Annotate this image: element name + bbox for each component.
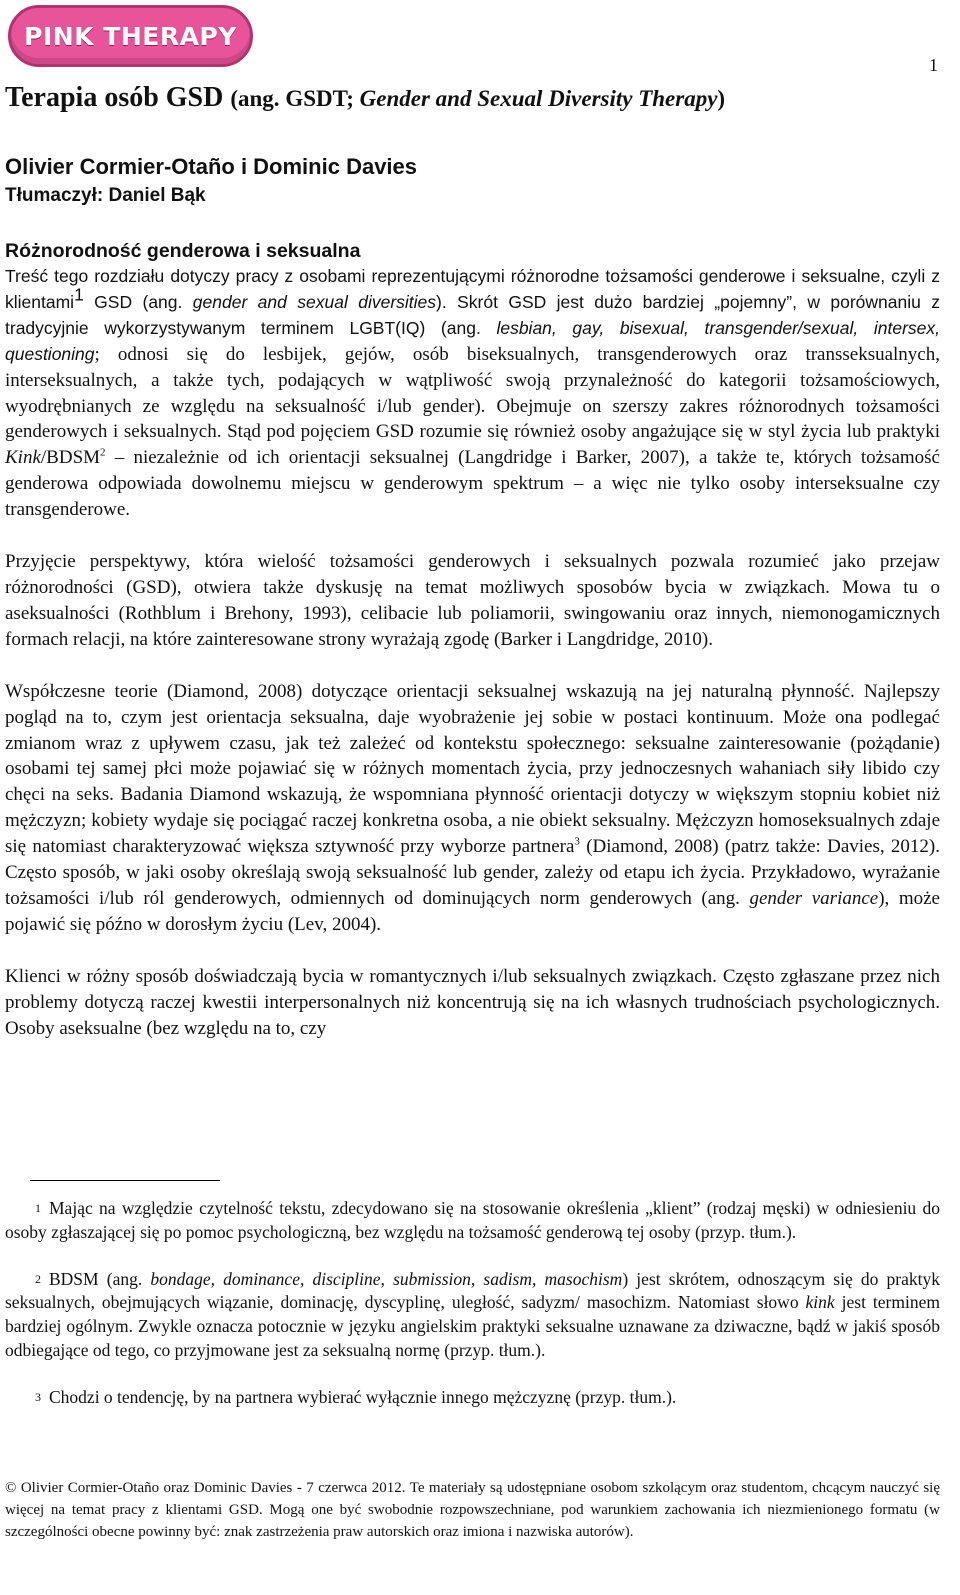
footnote-1-number: 1 [35, 1201, 41, 1215]
title-gsdt: GSDT; [285, 86, 360, 111]
footnote-divider [30, 1180, 220, 1181]
p1-text-f: ; odnosi się do lesbijek, gejów, osób biseksualnych, transgenderowych oraz transseksualnych, interseksualnych, a także tych, podających w wątpliwość swoją przynależność do kategorii tożsamościowych, wyodrębnianych ze względu na seksualność i/lub gender). Obejmuje on szerszy zakres różnorodnych tożsamości genderowych i seksualnych. Stąd pod pojęciem GSD rozumie się również osoby angażujące się w styl życia lub praktyki [5, 343, 940, 443]
page-number: 1 [929, 55, 938, 75]
footnote-2-text-e: jest terminem bardziej ogólnym. Zwykle oznacza potocznie w języku angielskim praktyki seksualne uznawane za dziwaczne, bądź w jakiś sposób odbiegające od tego, co przyjmowane jest za seksualną normę (przyp. tłum.). [5, 1292, 940, 1360]
title-ang [230, 86, 725, 111]
p1-text-d: ). Skrót GSD jest dużo bardziej „pojemny”, w porównaniu z tradycyjnie wykorzystywanym terminem LGBT(IQ) (ang. [5, 291, 940, 338]
p1-text-b: GSD (ang. [83, 291, 193, 312]
footnote-1-text: Mając na względzie czytelność tekstu, zdecydowano się na stosowanie określenia „klient” (rodzaj męski) w odniesieniu do osoby zgłaszającej się po pomoc psychologiczną, bez względu na tożsamość genderową tej osoby (przyp. tłum.). [5, 1198, 940, 1242]
footnotes [5, 1197, 940, 1410]
p1-text-g: /BDSM [40, 447, 101, 469]
footnote-2-text-b: bondage, dominance, discipline, submission, sadism, masochism [150, 1268, 623, 1289]
footnote-2-number: 2 [35, 1271, 41, 1286]
pink-therapy-logo [8, 5, 253, 67]
title-ang-prefix: (ang. [230, 86, 286, 111]
authors: Olivier Cormier-Otaño i Dominic Davies [5, 154, 418, 179]
footnote-2 [5, 1268, 940, 1363]
footnote-2-text-d: kink [805, 1292, 835, 1313]
footnote-ref-3: 3 [574, 835, 580, 848]
p1-kink: Kink [5, 447, 41, 469]
p1-text-a: Treść tego rozdziału dotyczy pracy z osobami reprezentującymi różnorodne tożsamości genderowe i seksualne, czyli z klientami [5, 266, 940, 312]
p1-text-e: lesbian, gay, bisexual, transgender/sexual, intersex, questioning [5, 317, 940, 364]
footnote-1 [5, 1197, 940, 1245]
footnote-2-text-c: ) jest skrótem, odnoszącym się do praktyk seksualnych, obejmujących wiązanie, dominację, dyscyplinę, uległość, sadyzm/ masochizm. Natomiast słowo [5, 1268, 940, 1313]
paragraph-4: Klienci w różny sposób doświadczają bycia w romantycznych i/lub seksualnych związkach. Często zgłaszane przez nich problemy dotyczą raczej kwestii interpersonalnych niż koncentrują się na ich własnych trudnościach psychologicznych. Osoby aseksualne (bez względu na to, czy [5, 965, 940, 1039]
title-close: ) [717, 86, 726, 111]
paragraph-3 [5, 679, 940, 938]
title-main: Terapia osób GSD [5, 82, 231, 113]
paragraph-2: Przyjęcie perspektywy, która wielość tożsamości genderowych i seksualnych pozwala rozumieć jako przejaw różnorodności (GSD), otwiera także dyskusję na temat możliwych sposobów bycia w związkach. Mowa tu o aseksualności (Rothblum i Brehony, 1993), celibacie lub poliamorii, swingowaniu oraz innych, niemonogamicznych formach relacji, na które zainteresowane strony wyrażają zgodę (Barker i Langdridge, 2010). [5, 551, 940, 650]
p3-text-d: ), może pojawić się późno w dorosłym życiu (Lev, 2004). [5, 887, 940, 935]
copyright-notice: © Olivier Cormier-Otaño oraz Dominic Davies - 7 czerwca 2012. Te materiały są udostępniane osobom szkolącym oraz studentom, chcącym nauczyć się więcej na temat pracy z klientami GSD. Mogą one być swobodnie rozpowszechniane, pod warunkiem zachowania ich niezmienionego formatu (w szczególności obecne powinny być: znak zastrzeżenia praw autorskich oraz imiona i nazwiska autorów). [5, 1480, 940, 1540]
p3-text-c: gender variance [749, 887, 879, 909]
page-title [5, 80, 940, 117]
main-content [5, 80, 940, 1041]
section-heading: Różnorodność genderowa i seksualna [5, 240, 361, 262]
footnote-3-text: Chodzi o tendencję, by na partnera wybierać wyłącznie innego mężczyznę (przyp. tłum.). [49, 1386, 677, 1407]
footnote-3-number: 3 [35, 1389, 41, 1404]
paragraph-1 [5, 264, 940, 523]
footnote-2-text-a: BDSM (ang. [49, 1268, 151, 1289]
footnote-ref-1: 1 [74, 284, 84, 305]
p1-text-h: – niezależnie od ich orientacji seksualnej (Langdridge i Barker, 2007), a także te, których tożsamość genderowa odpowiada dowolnemu miejscu w genderowym spektrum – a więc nie tylko osoby interseksualne czy transgenderowe. [5, 447, 940, 521]
title-full-name: Gender and Sexual Diversity Therapy [359, 86, 718, 111]
footnote-ref-2: 2 [100, 447, 106, 460]
p1-text-c: gender and sexual diversities [192, 291, 437, 312]
footnote-3 [5, 1386, 940, 1410]
p3-text-b: (Diamond, 2008) (patrz także: Davies, 2012). Często sposób, w jaki osoby określają swoją seksualność lub gender, zależy od etapu ich życia. Przykładowo, wyrażanie tożsamości i/lub ról genderowych, odmiennych od dominujących norm genderowych (ang. [5, 836, 940, 909]
p3-text-a: Współczesne teorie (Diamond, 2008) dotyczące orientacji seksualnej wskazują na jej naturalną płynność. Najlepszy pogląd na to, czym jest orientacja seksualna, daje wyobrażenie jej sobie w postaci kontinuum. Może ona podlegać zmianom wraz z upływem czasu, jak też zależeć od kontekstu społecznego: seksualne zainteresowanie (pożądanie) osobami tej samej płci może pojawiać się w różnych momentach życia, przy jednoczesnych wahaniach siły libido czy chęci na seks. Badania Diamond wskazują, że wspomniana płynność orientacji dotyczy w większym stopniu kobiet niż mężczyzn; kobiety wydaje się pociągać raczej konkretna osoba, a nie obiekt seksualny. Mężczyzn homoseksualnych zdaje się natomiast charakteryzować większa sztywność przy wyborze partnera [5, 680, 940, 858]
logo-text: PINK THERAPY [24, 21, 237, 51]
translator: Tłumaczył: Daniel Bąk [5, 185, 206, 206]
